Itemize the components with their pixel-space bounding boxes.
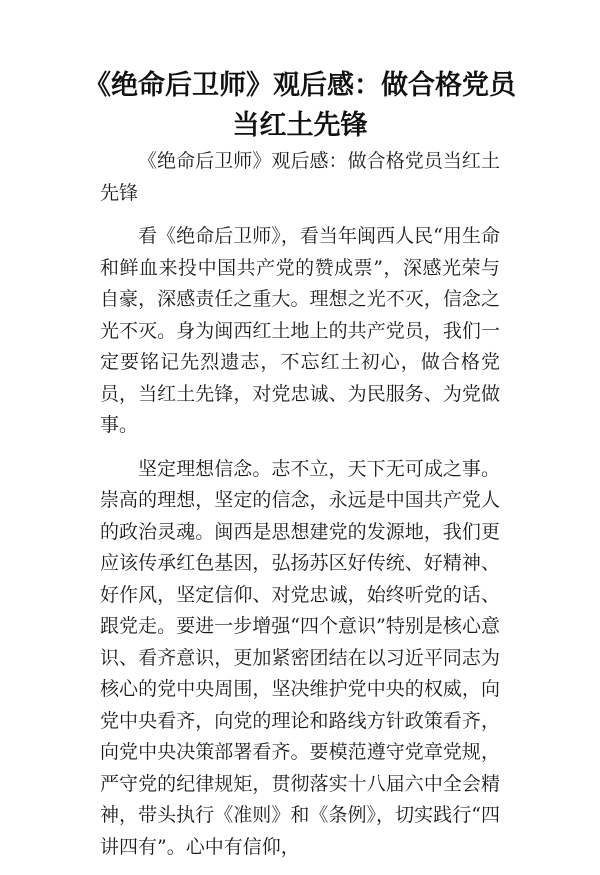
document-title xyxy=(0,66,600,146)
title-line-2: 当红土先锋 xyxy=(232,110,368,141)
body-paragraph-1: 看《绝命后卫师》，看当年闽西人民“用生命和鲜血来投中国共产党的赞成票”，深感光荣与自豪，深感责任之重大。理想之光不灭，信念之光不灭。身为闽西红土地上的共产党员，我们一定要铭记先烈遗志，不忘红土初心，做合格党员，当红土先锋，对党忠诚、为民服务、为党做事。 xyxy=(100,225,500,436)
subtitle-paragraph: 《绝命后卫师》观后感：做合格党员当红土先锋 xyxy=(100,150,500,204)
document-body xyxy=(100,146,500,875)
body-paragraph-2: 坚定理想信念。志不立，天下无可成之事。崇高的理想，坚定的信念，永远是中国共产党人的政治灵魂。闽西是思想建党的发源地，我们更应该传承红色基因，弘扬苏区好传统、好精神、好作风，坚定信仰、对党忠诚，始终听党的话、跟党走。要进一步增强“四个意识”特别是核心意识、看齐意识，更加紧密团结在以习近平同志为核心的党中央周围，坚决维护党中央的权威，向党中央看齐，向党的理论和路线方针政策看齐，向党中央决策部署看齐。要模范遵守党章党规，严守党的纪律规矩，贯彻落实十八届六中全会精神，带头执行《准则》和《条例》，切实践行“四讲四有”。心中有信仰， xyxy=(100,457,500,858)
title-line-1: 《绝命后卫师》观后感：做合格党员 xyxy=(84,70,516,101)
